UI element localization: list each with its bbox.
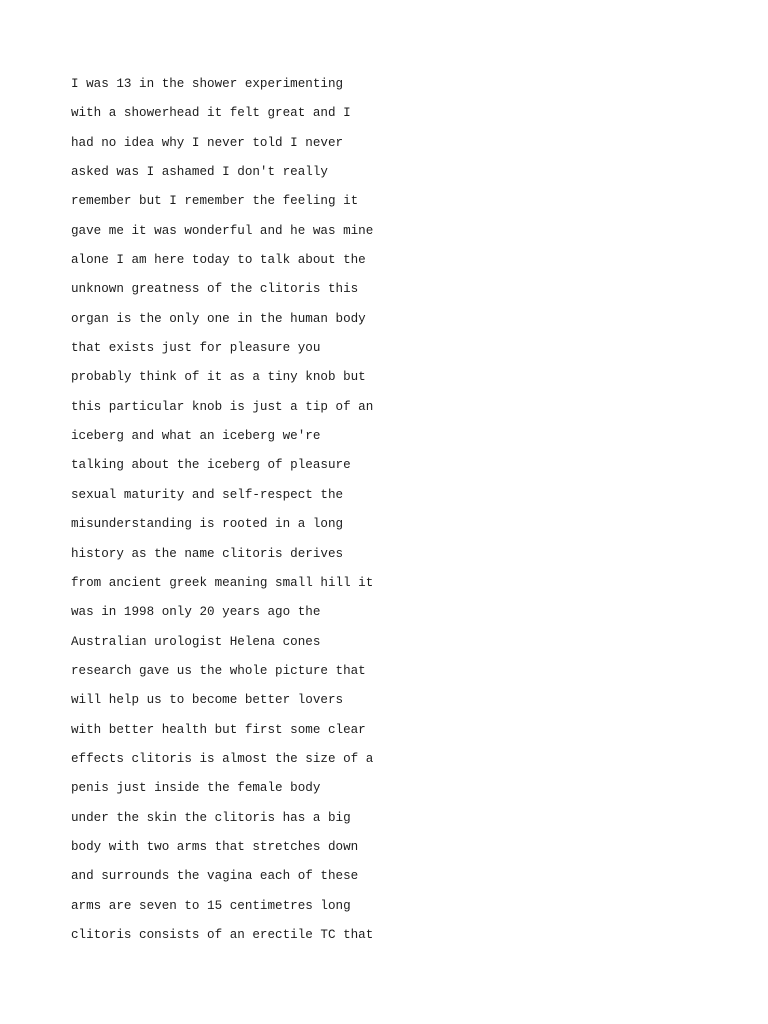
transcript-line: iceberg and what an iceberg we're xyxy=(71,429,321,444)
transcript-line: research gave us the whole picture that xyxy=(71,663,366,678)
transcript-line: effects clitoris is almost the size of a xyxy=(71,751,374,766)
transcript-line: with better health but first some clear xyxy=(71,722,366,737)
transcript-line: sexual maturity and self-respect the xyxy=(71,487,344,502)
transcript-line: that exists just for pleasure you xyxy=(71,341,321,356)
transcript-line: arms are seven to 15 centimetres long xyxy=(71,898,351,913)
transcript-line: penis just inside the female body xyxy=(71,781,321,796)
transcript-line: organ is the only one in the human body xyxy=(71,311,366,326)
transcript-line: unknown greatness of the clitoris this xyxy=(71,282,359,297)
transcript-line: alone I am here today to talk about the xyxy=(71,253,366,268)
transcript-line: will help us to become better lovers xyxy=(71,693,344,708)
transcript-line: remember but I remember the feeling it xyxy=(71,194,359,209)
transcript-line: was in 1998 only 20 years ago the xyxy=(71,605,321,620)
transcript-page xyxy=(71,70,748,950)
transcript-line: from ancient greek meaning small hill it xyxy=(71,575,374,590)
transcript-line: history as the name clitoris derives xyxy=(71,546,344,561)
transcript-line: misunderstanding is rooted in a long xyxy=(71,517,344,532)
transcript-line: talking about the iceberg of pleasure xyxy=(71,458,351,473)
transcript-line: and surrounds the vagina each of these xyxy=(71,869,359,884)
transcript-line: Australian urologist Helena cones xyxy=(71,634,321,649)
transcript-line: this particular knob is just a tip of an xyxy=(71,399,374,414)
transcript-line: under the skin the clitoris has a big xyxy=(71,810,351,825)
transcript-line: with a showerhead it felt great and I xyxy=(71,106,351,121)
transcript-line: body with two arms that stretches down xyxy=(71,839,359,854)
transcript-line: probably think of it as a tiny knob but xyxy=(71,370,366,385)
transcript-line: gave me it was wonderful and he was mine xyxy=(71,223,374,238)
transcript-line: had no idea why I never told I never xyxy=(71,135,344,150)
transcript-line: clitoris consists of an erectile TC that xyxy=(71,927,374,942)
transcript-line: asked was I ashamed I don't really xyxy=(71,165,328,180)
transcript-line: I was 13 in the shower experimenting xyxy=(71,77,344,91)
